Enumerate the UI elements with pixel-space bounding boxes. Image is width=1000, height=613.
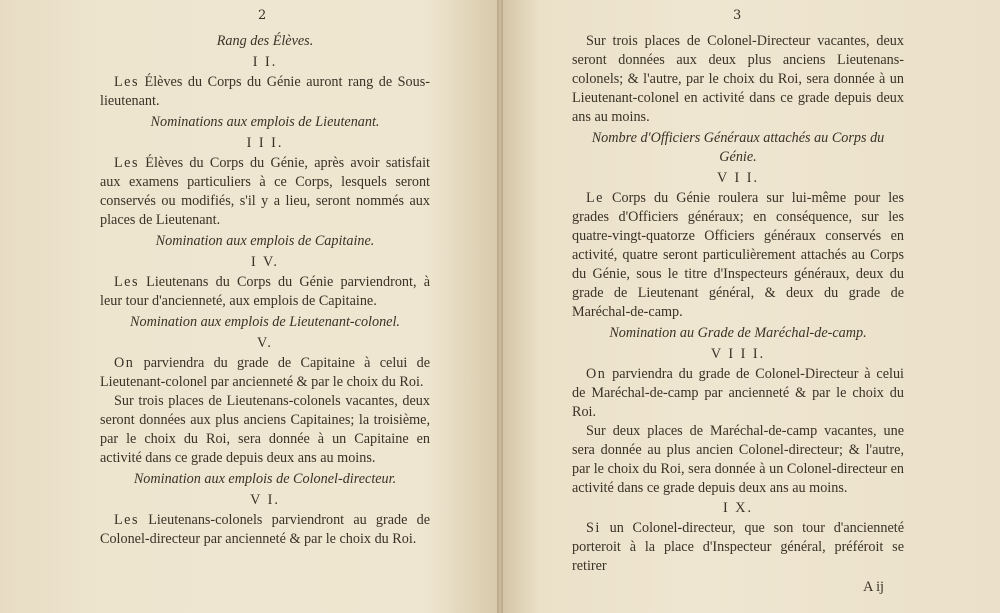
section-heading: Rang des Élèves. bbox=[216, 33, 314, 49]
paragraph-text: un Colonel-directeur, que son tour d'ancienneté porteroit à la place d'Inspecteur général, préféroit se retirer bbox=[572, 520, 904, 574]
paragraph bbox=[572, 365, 904, 422]
right-page bbox=[500, 0, 1000, 613]
paragraph bbox=[100, 511, 430, 549]
article-number: I I I. bbox=[246, 135, 284, 151]
paragraph bbox=[100, 354, 430, 392]
section-heading: Nomination au Grade de Maréchal-de-camp. bbox=[609, 325, 867, 341]
paragraph-lead-word: Le bbox=[586, 190, 604, 206]
section-heading: Nombre d'Officiers Généraux attachés au Corps du Génie. bbox=[591, 130, 885, 165]
paragraph bbox=[100, 273, 430, 311]
paragraph-text: Élèves du Corps du Génie, après avoir satisfait aux examens particuliers à ce Corps, lesquels seront conservés ou modifiés, s'il y a lieu, seront nommés aux places de Lieutenant. bbox=[100, 155, 430, 228]
paragraph-lead-word: On bbox=[114, 355, 135, 371]
paragraph-text: Corps du Génie roulera sur lui-même pour les grades d'Officiers généraux; en conséquence, sur les quatre-vingt-quatorze Officiers généraux conservés en activité, quatre seront particulièrement attachés au Corps du Génie, sous le titre d'Inspecteurs généraux, deux du grade de Lieutenant général, & deux du grade de Maréchal-de-camp. bbox=[572, 190, 904, 320]
article-number: I X. bbox=[722, 500, 754, 516]
paragraph-lead-word: On bbox=[586, 366, 607, 382]
paragraph-lead-word: Si bbox=[586, 520, 601, 536]
paragraph-lead-word: Les bbox=[114, 512, 139, 528]
signature-mark: A ij bbox=[863, 579, 884, 595]
article-number: V I I I. bbox=[710, 346, 766, 362]
paragraph bbox=[100, 73, 430, 111]
book-gutter bbox=[497, 0, 503, 613]
page-number-left: 2 bbox=[258, 8, 267, 23]
paragraph-text: Lieutenans-colonels parviendront au grade de Colonel-directeur par ancienneté & par le choix du Roi. bbox=[100, 512, 430, 547]
paragraph bbox=[572, 519, 904, 576]
paragraph-lead-word: Les bbox=[114, 274, 139, 290]
paragraph-text: Lieutenans du Corps du Génie parviendront, à leur tour d'ancienneté, aux emplois de Capitaine. bbox=[100, 274, 430, 309]
paragraph-text: parviendra du grade de Colonel-Directeur à celui de Maréchal-de-camp par ancienneté & par le choix du Roi. bbox=[572, 366, 904, 420]
paragraph-lead-word: Les bbox=[114, 74, 139, 90]
article-number: V I. bbox=[250, 492, 280, 508]
article-number: I V. bbox=[251, 254, 279, 270]
paragraph-text: Sur trois places de Lieutenans-colonels vacantes, deux seront données aux plus anciens Capitaines; la troisième, par le choix du Roi, sera donnée à un Capitaine en activité dans ce grade depuis deux ans au moins. bbox=[100, 393, 430, 466]
left-page-text bbox=[100, 30, 430, 549]
section-heading: Nomination aux emplois de Capitaine. bbox=[155, 233, 375, 249]
paragraph-text: Sur deux places de Maréchal-de-camp vacantes, une sera donnée au plus ancien Colonel-directeur; & l'autre, par le choix du Roi, sera donnée à un Colonel-directeur en activité dans ce grade depuis deux ans au moins. bbox=[572, 423, 904, 496]
section-heading: Nomination aux emplois de Lieutenant-colonel. bbox=[130, 314, 400, 330]
paragraph bbox=[100, 392, 430, 468]
paragraph bbox=[572, 189, 904, 322]
paragraph-lead-word: Les bbox=[114, 155, 139, 171]
article-number: V I I. bbox=[716, 170, 760, 186]
paragraph bbox=[572, 32, 904, 127]
section-heading: Nomination aux emplois de Colonel-directeur. bbox=[133, 471, 397, 487]
paragraph bbox=[100, 154, 430, 230]
page-number-right: 3 bbox=[733, 8, 742, 23]
paragraph-text: parviendra du grade de Capitaine à celui de Lieutenant-colonel par ancienneté & par le choix du Roi. bbox=[100, 355, 430, 390]
paragraph bbox=[572, 422, 904, 498]
paragraph-text: Sur trois places de Colonel-Directeur vacantes, deux seront données aux deux plus anciens Lieutenans-colonels; & l'autre, par le choix du Roi, sera donnée à un Lieutenant-colonel en activité dans ce grade depuis deux ans au moins. bbox=[572, 33, 904, 125]
article-number: I I. bbox=[252, 54, 278, 70]
right-page-text bbox=[572, 32, 904, 597]
section-heading: Nominations aux emplois de Lieutenant. bbox=[150, 114, 380, 130]
article-number: V. bbox=[257, 335, 273, 351]
paragraph-text: Élèves du Corps du Génie auront rang de Sous-lieutenant. bbox=[100, 74, 430, 109]
